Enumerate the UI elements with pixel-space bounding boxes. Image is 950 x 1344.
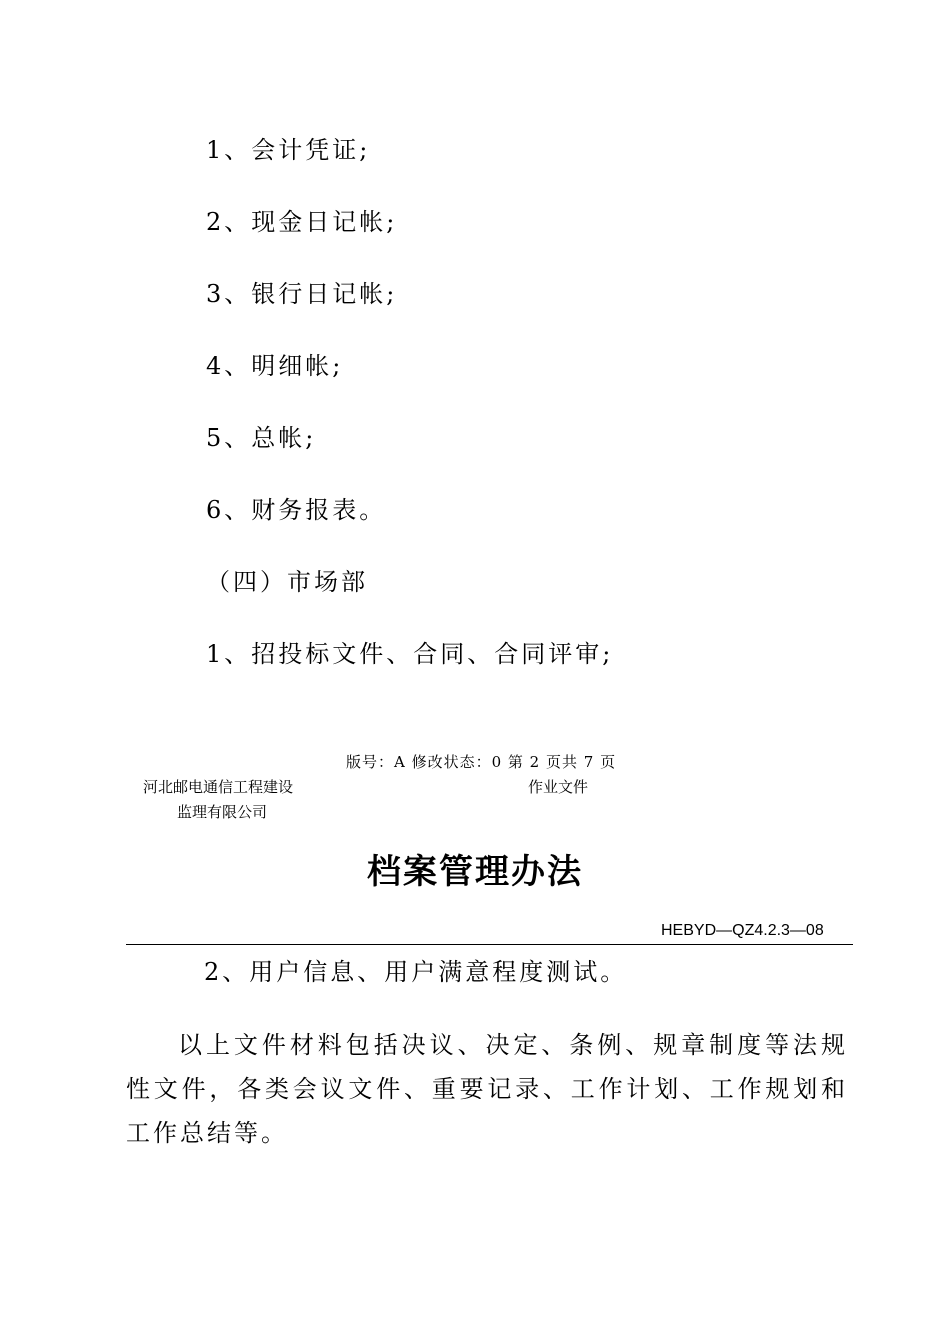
- list-item-user-info: 2、用户信息、用户满意程度测试。: [204, 958, 628, 986]
- list-item-accounting-voucher: 1、会计凭证;: [206, 136, 371, 164]
- list-item-bidding-contracts: 1、招投标文件、合同、合同评审;: [206, 640, 614, 668]
- list-item-bank-journal: 3、银行日记帐;: [206, 280, 398, 308]
- page-footer-version-status: 版号：A 修改状态：0 第 2 页共 7 页: [346, 753, 617, 771]
- list-item-general-ledger: 5、总帐;: [206, 424, 317, 452]
- document-title: 档案管理办法: [367, 852, 583, 892]
- document-code: HEBYD—QZ4.2.3—08: [661, 922, 824, 939]
- header-rule: [126, 944, 853, 945]
- body-paragraph: 以上文件材料包括决议、决定、条例、规章制度等法规性文件，各类会议文件、重要记录、工作计划、工作规划和工作总结等。: [126, 1031, 848, 1147]
- company-name-line2: 监理有限公司: [177, 803, 268, 821]
- list-item-cash-journal: 2、现金日记帐;: [206, 208, 398, 236]
- list-item-financial-statements: 6、财务报表。: [206, 496, 387, 524]
- list-item-detail-ledger: 4、明细帐;: [206, 352, 344, 380]
- company-name-line1: 河北邮电通信工程建设: [143, 778, 294, 796]
- document-type: 作业文件: [528, 778, 589, 796]
- section-heading-marketing: （四）市场部: [206, 568, 368, 596]
